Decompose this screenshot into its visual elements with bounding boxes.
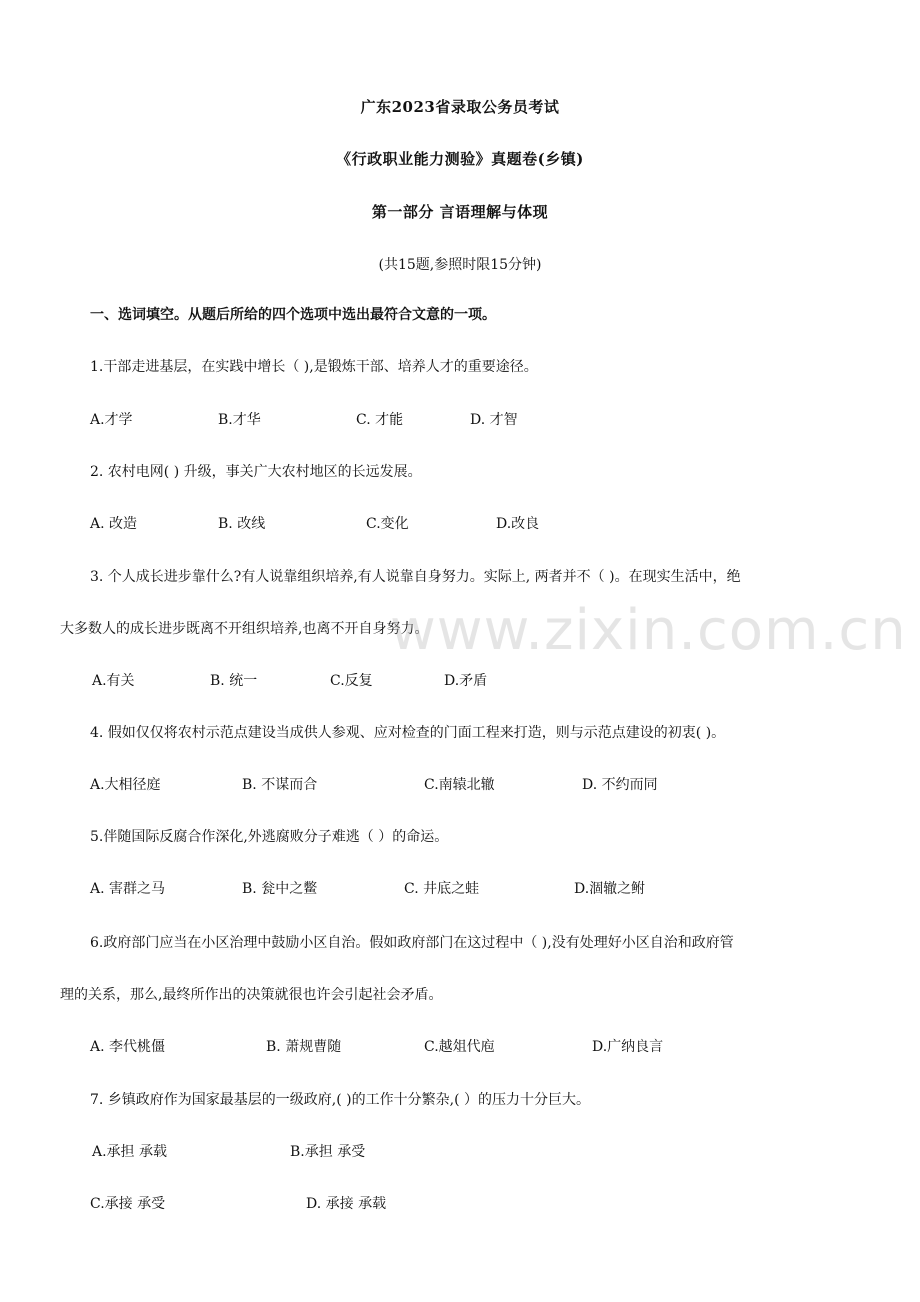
question-7-option-d: D. 承接 承载 <box>306 1196 387 1212</box>
question-6-option-c: C.越俎代庖 <box>424 1039 495 1055</box>
question-4-text: 4. 假如仅仅将农村示范点建设当成供人参观、应对检查的门面工程来打造，则与示范点建设的初衷( )。 <box>90 725 726 741</box>
question-2-option-d: D.改良 <box>496 516 540 532</box>
question-1-option-c: C. 才能 <box>356 412 404 428</box>
question-6-option-a: A. 李代桃僵 <box>90 1039 166 1055</box>
question-5-option-a: A. 害群之马 <box>90 881 166 897</box>
question-6-text-cont: 理的关系，那么,最终所作出的决策就很也许会引起社会矛盾。 <box>60 987 443 1003</box>
question-3-option-a: A.有关 <box>92 673 135 689</box>
question-4-option-b: B. 不谋而合 <box>242 777 318 793</box>
question-3-option-d: D.矛盾 <box>444 673 488 689</box>
question-5-option-d: D.涸辙之鲋 <box>574 881 646 897</box>
question-5-text: 5.伴随国际反腐合作深化,外逃腐败分子难逃（ ）的命运。 <box>90 829 449 845</box>
question-7-option-b: B.承担 承受 <box>290 1144 366 1160</box>
question-4-option-a: A.大相径庭 <box>90 777 161 793</box>
question-1-option-a: A.才学 <box>90 412 133 428</box>
question-3-option-b: B. 统一 <box>210 673 258 689</box>
question-4-option-c: C.南辕北辙 <box>424 777 495 793</box>
part-heading: 第一部分 言语理解与体现 <box>371 203 549 221</box>
question-6-text: 6.政府部门应当在小区治理中鼓励小区自治。假如政府部门在这过程中（ ),没有处理好小区自治和政府管 <box>90 935 734 951</box>
question-6-option-d: D.广纳良言 <box>592 1039 664 1055</box>
exam-title: 广东2023省录取公务员考试 <box>360 98 560 116</box>
question-3-option-c: C.反复 <box>330 673 373 689</box>
question-2-option-a: A. 改造 <box>90 516 138 532</box>
question-1-option-d: D. 才智 <box>470 412 518 428</box>
watermark: www.zixin.com.cn <box>390 598 907 663</box>
question-2-option-c: C.变化 <box>366 516 409 532</box>
question-1-text: 1.干部走进基层，在实践中增长（ ),是锻炼干部、培养人才的重要途径。 <box>90 359 538 375</box>
question-1-option-b: B.才华 <box>218 412 261 428</box>
exam-subtitle: 《行政职业能力测验》真题卷(乡镇) <box>336 150 584 168</box>
question-6-option-b: B. 萧规曹随 <box>266 1039 342 1055</box>
question-2-text: 2. 农村电网( ) 升级，事关广大农村地区的长远发展。 <box>90 464 422 480</box>
section-heading: 一、选词填空。从题后所给的四个选项中选出最符合文意的一项。 <box>90 307 496 323</box>
question-5-option-b: B. 瓮中之鳖 <box>242 881 318 897</box>
question-4-option-d: D. 不约而同 <box>582 777 658 793</box>
question-3-text-cont: 大多数人的成长进步既离不开组织培养,也离不开自身努力。 <box>60 621 429 637</box>
question-3-text: 3. 个人成长进步靠什么?有人说靠组织培养,有人说靠自身努力。实际上, 两者并不（ )。在现实生活中，绝 <box>90 569 741 585</box>
question-5-option-c: C. 井底之蛙 <box>404 881 480 897</box>
question-7-text: 7. 乡镇政府作为国家最基层的一级政府,( )的工作十分繁杂,( ）的压力十分巨大。 <box>90 1092 590 1108</box>
question-7-option-c: C.承接 承受 <box>90 1196 166 1212</box>
question-7-option-a: A.承担 承载 <box>92 1144 168 1160</box>
time-note: (共15题,参照时限15分钟) <box>378 257 542 273</box>
question-2-option-b: B. 改线 <box>218 516 266 532</box>
